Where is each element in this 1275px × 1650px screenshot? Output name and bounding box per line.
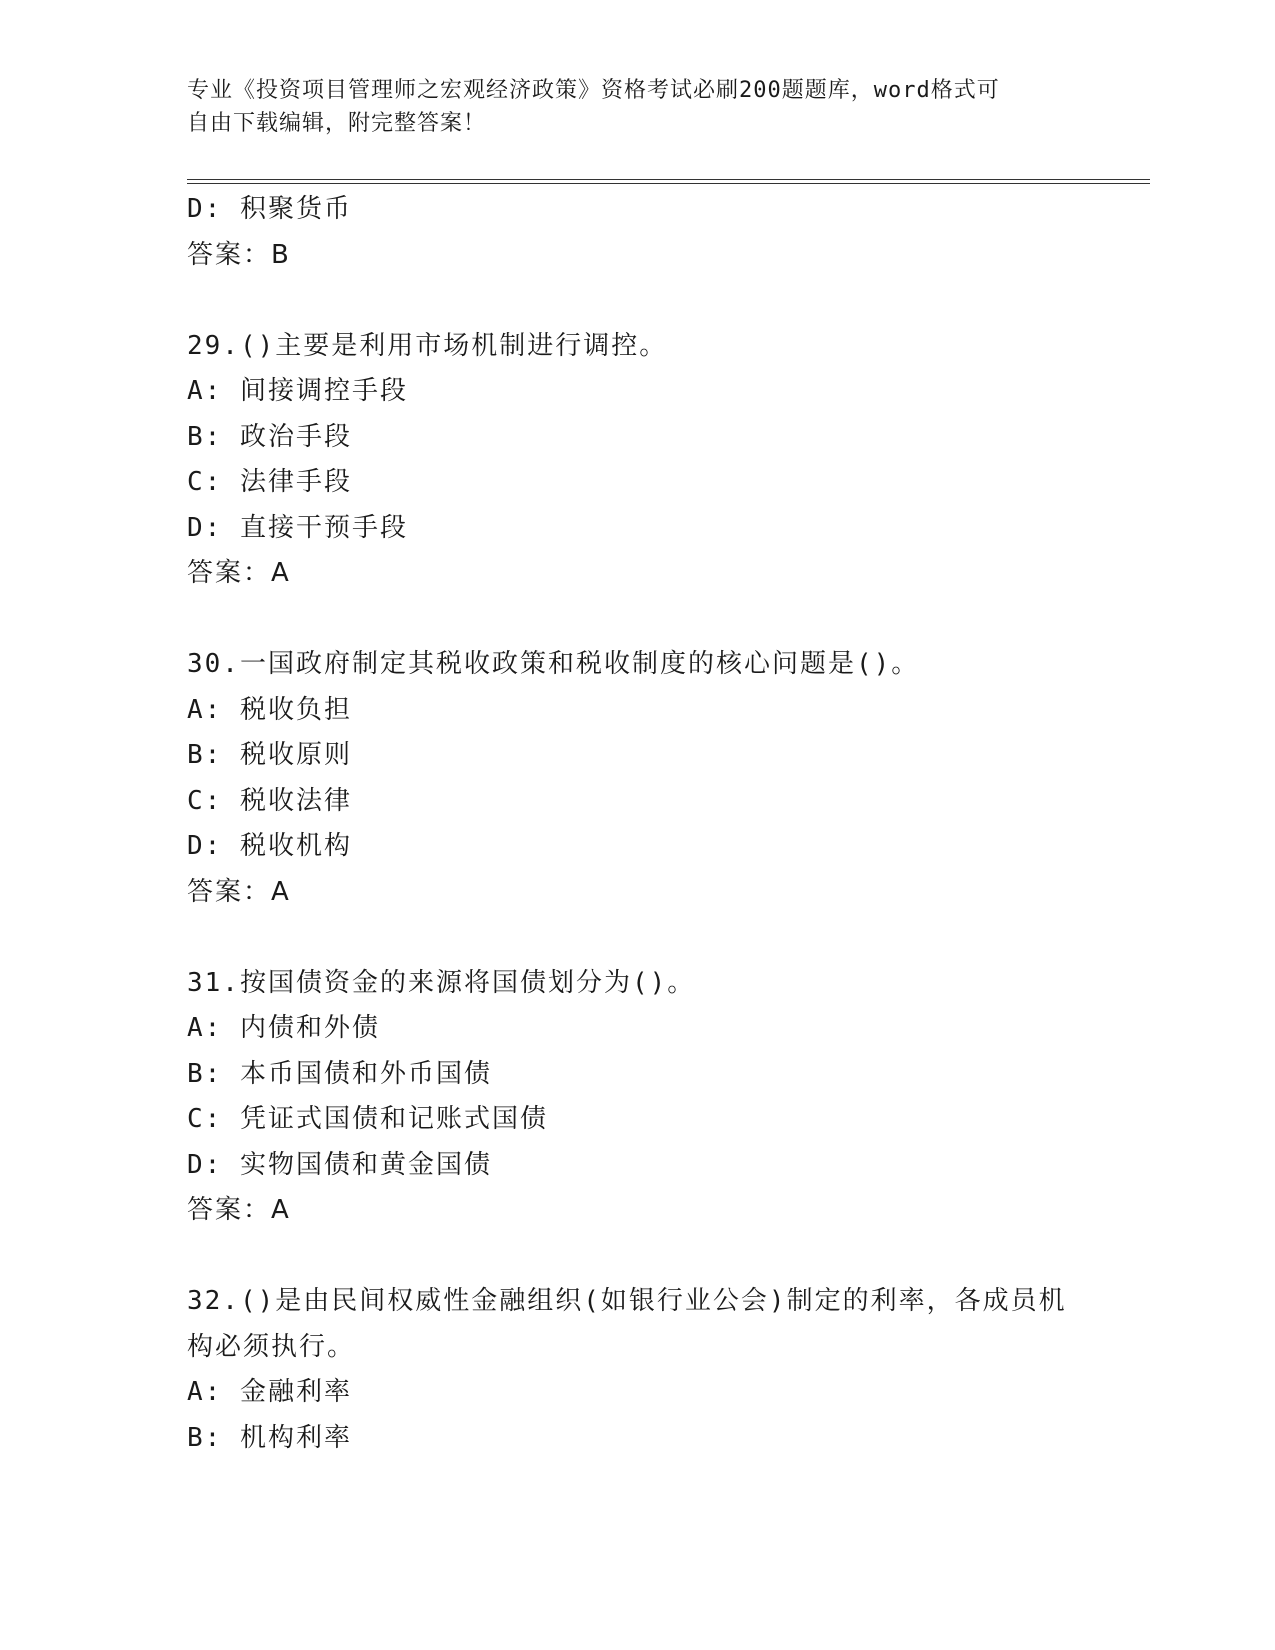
question-list xyxy=(187,187,1087,1461)
option-d: D: 积聚货币 xyxy=(187,194,352,224)
header-line-1: 专业《投资项目管理师之宏观经济政策》资格考试必刷200题题库，word格式可 xyxy=(187,78,1000,103)
option-d: D: 实物国债和黄金国债 xyxy=(187,1149,492,1180)
option-a: A: 内债和外债 xyxy=(187,1013,380,1043)
spacer xyxy=(187,278,1087,324)
option-b: B: 税收原则 xyxy=(187,740,352,770)
header-line-2: 自由下载编辑，附完整答案！ xyxy=(187,111,487,136)
option-c: C: 法律手段 xyxy=(187,467,352,497)
spacer xyxy=(187,1234,1087,1280)
option-b: B: 政治手段 xyxy=(187,421,352,452)
question-32 xyxy=(187,1279,1087,1461)
answer: 答案：A xyxy=(187,876,291,907)
option-c: C: 凭证式国债和记账式国债 xyxy=(187,1104,548,1134)
answer: 答案：B xyxy=(187,239,291,270)
question-stem: 31.按国债资金的来源将国债划分为()。 xyxy=(187,967,696,998)
question-stem-line-2: 构必须执行。 xyxy=(187,1331,356,1362)
question-30 xyxy=(187,642,1087,915)
question-stem-line-1: 32.()是由民间权威性金融组织(如银行业公会)制定的利率，各成员机 xyxy=(187,1286,1067,1316)
option-d: D: 直接干预手段 xyxy=(187,512,408,543)
answer: 答案：A xyxy=(187,1195,291,1225)
document-header xyxy=(187,74,1067,140)
answer: 答案：A xyxy=(187,558,291,588)
option-d: D: 税收机构 xyxy=(187,831,352,861)
option-a: A: 税收负担 xyxy=(187,694,352,725)
option-b: B: 机构利率 xyxy=(187,1422,352,1453)
option-a: A: 间接调控手段 xyxy=(187,376,408,406)
spacer xyxy=(187,597,1087,643)
option-b: B: 本币国债和外币国债 xyxy=(187,1058,492,1089)
question-31 xyxy=(187,961,1087,1234)
header-divider-bottom xyxy=(187,183,1150,184)
option-a: A: 金融利率 xyxy=(187,1377,352,1407)
header-divider-top xyxy=(187,179,1150,180)
question-stem: 30.一国政府制定其税收政策和税收制度的核心问题是()。 xyxy=(187,649,920,679)
spacer xyxy=(187,915,1087,961)
question-29 xyxy=(187,324,1087,597)
question-stem: 29.()主要是利用市场机制进行调控。 xyxy=(187,330,668,361)
option-c: C: 税收法律 xyxy=(187,785,352,816)
